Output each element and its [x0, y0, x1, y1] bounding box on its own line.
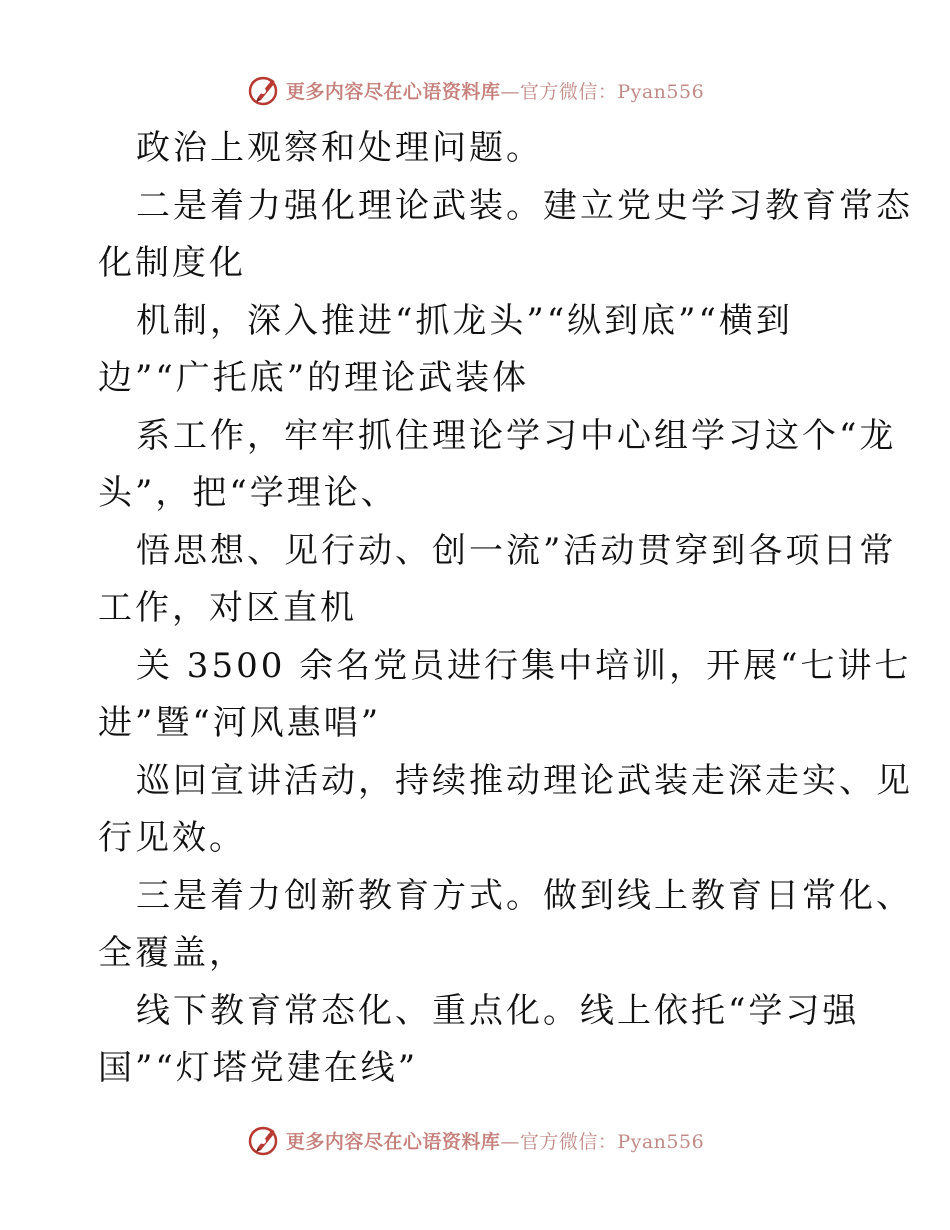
text-line: 巡回宣讲活动，持续推动理论武装走深走实、见: [136, 760, 913, 801]
text-line: 三是着力创新教育方式。做到线上教育日常化、: [136, 875, 913, 916]
red-pen-logo-icon: [246, 73, 280, 107]
watermark-site-text: 更多内容尽在心语资料库: [285, 80, 501, 103]
text-line: 系工作，牢牢抓住理论学习中心组学习这个“龙: [136, 415, 897, 456]
text-line: 线下教育常态化、重点化。线上依托“学习强: [136, 990, 860, 1031]
text-line: 边”“广托底”的理论武装体: [98, 358, 530, 398]
text-line: 化制度化: [98, 243, 246, 283]
text-line: 悟思想、见行动、创一流”活动贯穿到各项日常: [136, 530, 897, 571]
text-line: 工作，对区直机: [98, 588, 357, 628]
watermark-text: [286, 77, 704, 104]
watermark-text: [286, 1127, 704, 1154]
text-line: 政治上观察和处理问题。: [136, 128, 543, 168]
red-pen-logo-icon: [246, 1123, 280, 1157]
text-line: 头”，把“学理论、: [98, 473, 398, 513]
text-line: 全覆盖，: [98, 933, 246, 973]
watermark-wechat-text: 官方微信：Pyan556: [519, 80, 705, 103]
text-line: 关 3500 余名党员进行集中培训，开展“七讲七: [136, 645, 912, 686]
header-watermark: [0, 70, 950, 110]
watermark-wechat-text: 官方微信：Pyan556: [519, 1130, 705, 1153]
text-line: 国”“灯塔党建在线”: [98, 1048, 419, 1088]
text-line: 二是着力强化理论武装。建立党史学习教育常态: [136, 185, 913, 226]
footer-watermark: [0, 1120, 950, 1160]
text-line: 机制，深入推进“抓龙头”“纵到底”“横到: [136, 300, 793, 341]
document-body: [98, 120, 913, 1098]
text-line: 行见效。: [98, 818, 246, 858]
watermark-separator: —: [500, 80, 520, 103]
watermark-site-text: 更多内容尽在心语资料库: [285, 1130, 501, 1153]
watermark-separator: —: [500, 1130, 520, 1153]
text-line: 进”暨“河风惠唱”: [98, 703, 382, 743]
